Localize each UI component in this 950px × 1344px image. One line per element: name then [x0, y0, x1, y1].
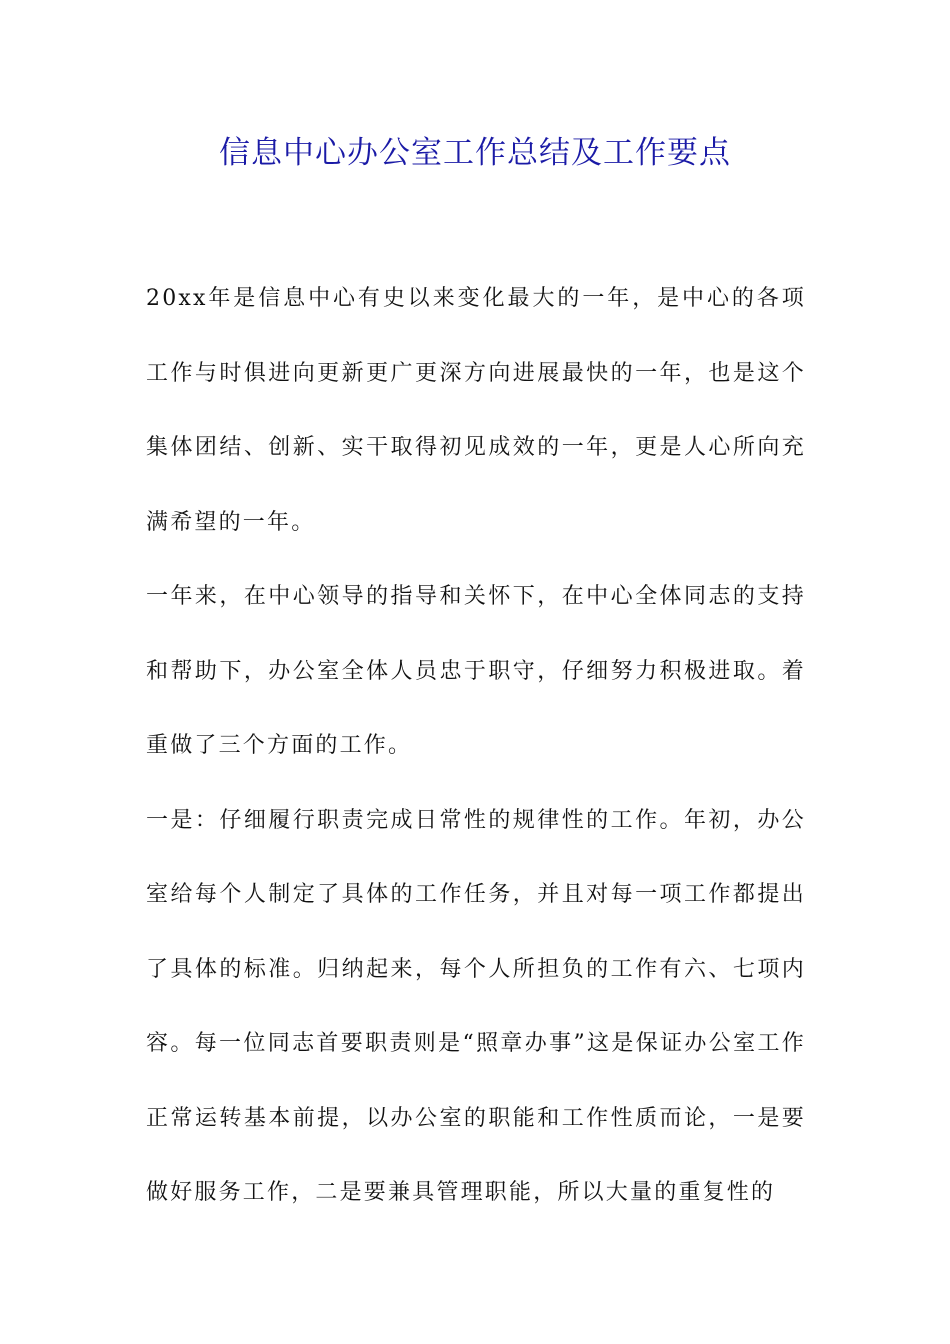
paragraph-3: 一是：仔细履行职责完成日常性的规律性的工作。年初，办公室给每个人制定了具体的工作任务，并且对每一项工作都提出了具体的标准。归纳起来，每个人所担负的工作有六、七项内容。每一位同志首要职责则是“照章办事”这是保证办公室工作正常运转基本前提，以办公室的职能和工作性质而论，一是要做好服务工作，二是要兼具管理职能，所以大量的重复性的: [146, 807, 806, 1205]
paragraph-1: 20xx年是信息中心有史以来变化最大的一年，是中心的各项工作与时俱进向更新更广更深方向进展最快的一年，也是这个集体团结、创新、实干取得初见成效的一年，更是人心所向充满希望的一年。: [146, 286, 806, 535]
document-body: [146, 262, 806, 1231]
paragraph-2: 一年来，在中心领导的指导和关怀下，在中心全体同志的支持和帮助下，办公室全体人员忠于职守，仔细努力积极进取。着重做了三个方面的工作。: [146, 584, 806, 758]
document-title: 信息中心办公室工作总结及工作要点: [219, 135, 731, 171]
